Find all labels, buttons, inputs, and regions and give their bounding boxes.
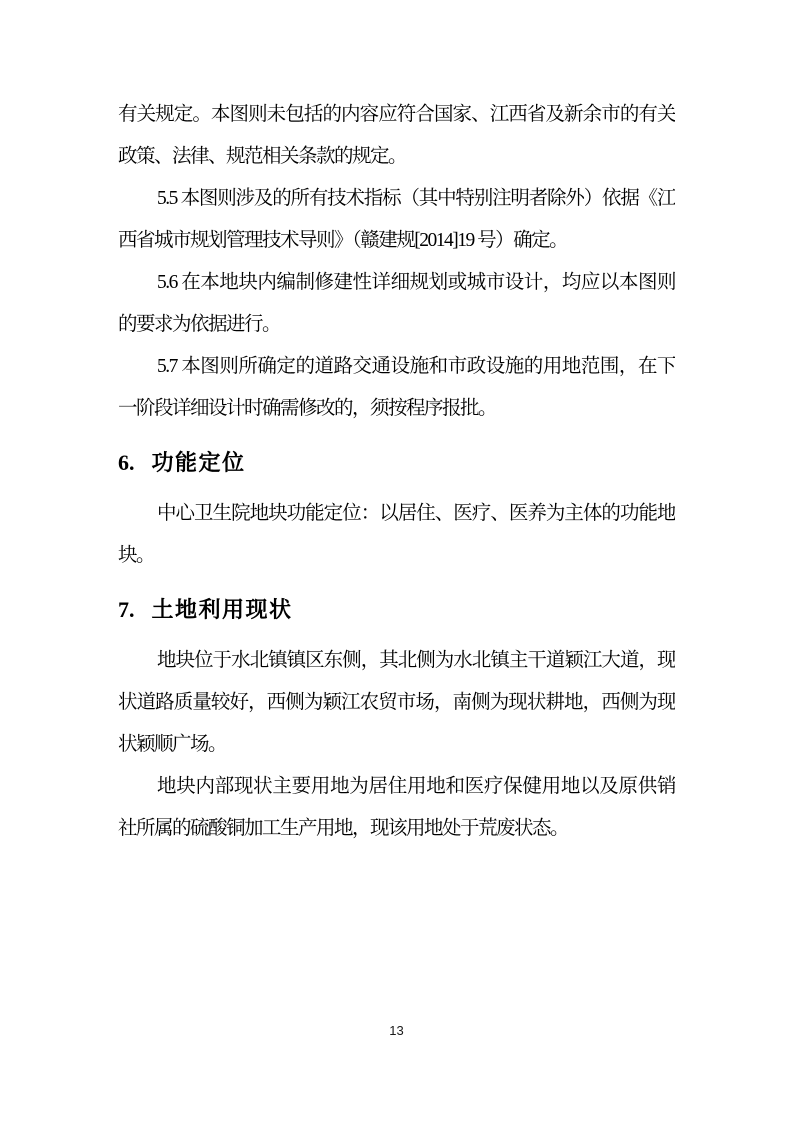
page-number: 13	[389, 1023, 404, 1038]
paragraph-land-use-interior	[118, 766, 675, 850]
text-line: 西省城市规划管理技术导则》（赣建规[2014]19 号）确定。	[118, 230, 568, 251]
text-line: 块。	[118, 545, 155, 566]
paragraph-5-5	[118, 178, 675, 262]
text-line: 社所属的硫酸铜加工生产用地，现该用地处于荒废状态。	[118, 818, 569, 839]
text-line: 中心卫生院地块功能定位：以居住、医疗、医养为主体的功能地	[157, 503, 675, 524]
paragraph-5-6	[118, 262, 675, 346]
text-line: 一阶段详细设计时确需修改的，须按程序报批。	[118, 398, 497, 419]
text-line: 的要求为依据进行。	[118, 314, 281, 335]
text-line: 5.7 本图则所确定的道路交通设施和市政设施的用地范围，在下	[157, 356, 675, 377]
paragraph-regulations-continued	[118, 94, 675, 178]
text-line: 5.5 本图则涉及的所有技术指标（其中特别注明者除外）依据《江	[157, 188, 675, 209]
heading-title: 功能定位	[151, 450, 246, 475]
text-line: 政策、法律、规范相关条款的规定。	[118, 146, 407, 167]
section-heading-7	[118, 588, 675, 632]
text-line: 地块位于水北镇镇区东侧，其北侧为水北镇主干道颖江大道，现	[157, 650, 675, 671]
document-content	[118, 94, 675, 850]
paragraph-function-positioning	[118, 493, 675, 577]
paragraph-5-7	[118, 346, 675, 430]
text-line: 状颖顺广场。	[118, 734, 227, 755]
text-line: 有关规定。本图则未包括的内容应符合国家、江西省及新余市的有关	[118, 104, 675, 125]
section-heading-6	[118, 441, 675, 485]
text-line: 状道路质量较好，西侧为颖江农贸市场，南侧为现状耕地，西侧为现	[118, 692, 675, 713]
text-line: 5.6 在本地块内编制修建性详细规划或城市设计，均应以本图则	[157, 272, 675, 293]
paragraph-land-use-location	[118, 640, 675, 766]
heading-number: 7.	[118, 597, 135, 622]
heading-number: 6.	[118, 450, 135, 475]
heading-title: 土地利用现状	[151, 597, 293, 622]
text-line: 地块内部现状主要用地为居住用地和医疗保健用地以及原供销	[157, 776, 675, 797]
